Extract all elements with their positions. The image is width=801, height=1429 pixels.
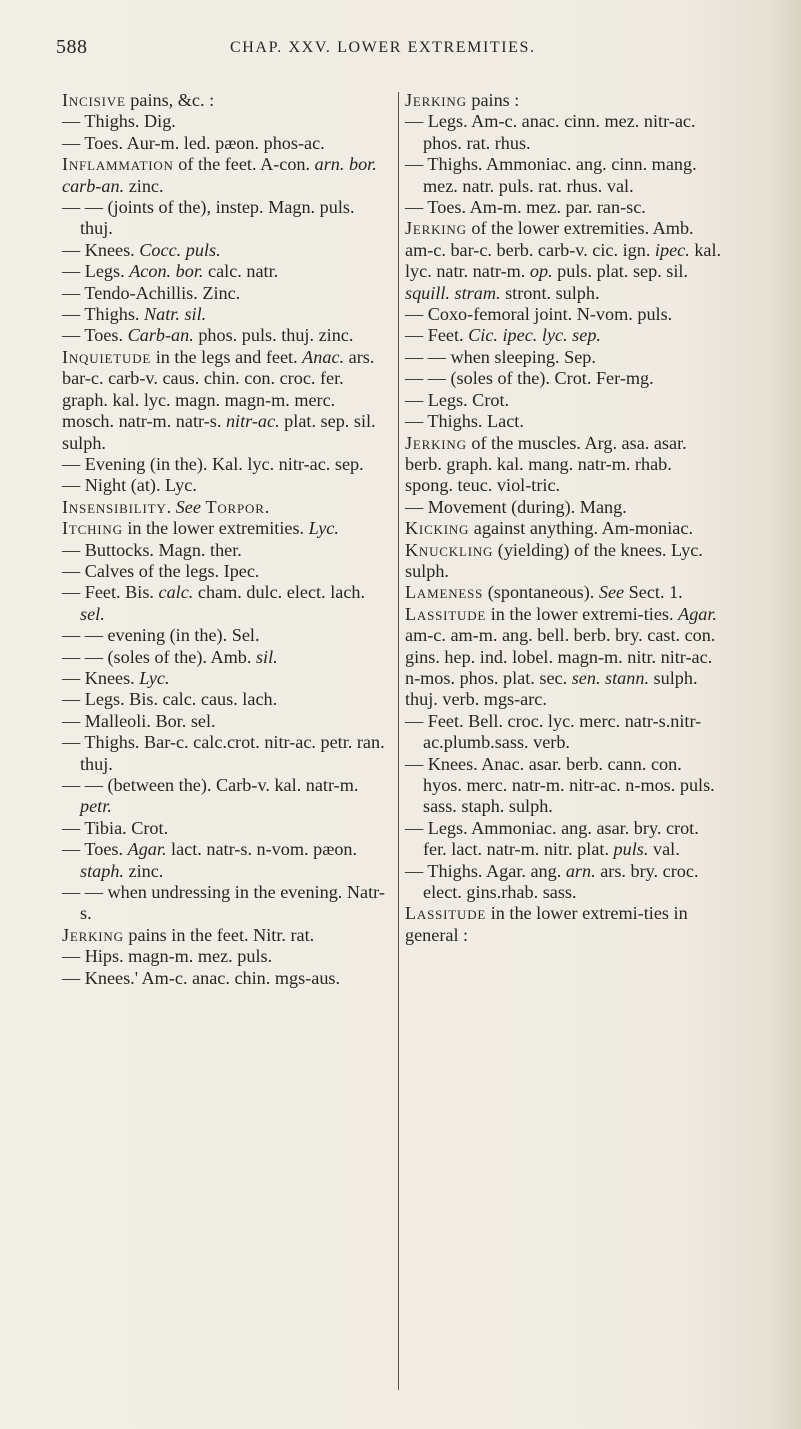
entry-heading: Lameness bbox=[405, 582, 484, 603]
entry-text: — Legs. Bis. calc. caus. lach. bbox=[62, 689, 278, 710]
emphasized-remedy: staph. bbox=[80, 860, 124, 881]
index-subentry bbox=[62, 454, 390, 475]
entry-text: of the feet. A-con. bbox=[173, 154, 315, 175]
entry-text: (yielding) of the knees. Lyc. sulph. bbox=[405, 539, 703, 581]
index-subentry bbox=[62, 325, 390, 346]
index-subentry bbox=[62, 968, 390, 989]
entry-text: in the lower extremities. bbox=[122, 518, 309, 539]
index-subentry bbox=[62, 946, 390, 967]
entry-text: — Movement (during). Mang. bbox=[405, 496, 627, 517]
entry-text: val. bbox=[648, 839, 680, 860]
index-subentry bbox=[405, 411, 723, 432]
entry-text: — Knees. Anac. asar. berb. cann. con. hyos. merc. natr-m. nitr-ac. n-mos. puls. sass. staph. sulph. bbox=[405, 753, 715, 817]
index-subentry bbox=[62, 668, 390, 689]
entry-text: puls. plat. sep. sil. bbox=[552, 261, 689, 282]
entry-text: — Legs. Crot. bbox=[405, 389, 510, 410]
emphasized-remedy: sil. bbox=[255, 646, 278, 667]
entry-text: — Knees. bbox=[62, 239, 140, 260]
running-head: CHAP. XXV. LOWER EXTREMITIES. bbox=[230, 39, 536, 56]
index-subentry bbox=[405, 325, 723, 346]
entry-text: — — (joints of the), instep. Magn. puls. thuj. bbox=[62, 197, 355, 239]
entry-text: — Malleoli. Bor. sel. bbox=[62, 710, 216, 731]
emphasized-remedy: calc. bbox=[158, 582, 194, 603]
index-subentry bbox=[62, 625, 390, 646]
entry-text: Sect. 1. bbox=[624, 582, 683, 603]
index-subentry bbox=[62, 689, 390, 710]
entry-text: phos. puls. thuj. zinc. bbox=[193, 325, 354, 346]
emphasized-remedy: Carb-an. bbox=[127, 325, 194, 346]
entry-text: — Thighs. bbox=[62, 304, 145, 325]
index-subentry bbox=[62, 475, 390, 496]
entry-text: — Toes. bbox=[62, 839, 128, 860]
index-subentry bbox=[62, 197, 390, 240]
index-subentry bbox=[62, 882, 390, 925]
entry-text: — Toes. Aur-m. led. pæon. phos-ac. bbox=[62, 132, 325, 153]
column-divider bbox=[398, 92, 399, 1390]
index-subentry bbox=[405, 754, 723, 818]
entry-text: — Thighs. Ammoniac. ang. cinn. mang. mez. natr. puls. rat. rhus. val. bbox=[405, 154, 697, 196]
left-column bbox=[62, 90, 390, 989]
page-number: 588 bbox=[56, 36, 88, 58]
entry-text: calc. natr. bbox=[203, 261, 279, 282]
index-entry bbox=[62, 154, 390, 197]
entry-text: (spontaneous). bbox=[483, 582, 599, 603]
entry-text: — Thighs. Agar. ang. bbox=[405, 860, 566, 881]
index-subentry bbox=[62, 711, 390, 732]
entry-text: — Legs. Am-c. anac. cinn. mez. nitr-ac. phos. rat. rhus. bbox=[405, 111, 696, 153]
emphasized-remedy: nitr-ac. bbox=[225, 411, 280, 432]
entry-text: — Hips. magn-m. mez. puls. bbox=[62, 946, 273, 967]
index-entry bbox=[62, 518, 390, 539]
index-entry bbox=[405, 903, 723, 946]
entry-text: — — (between the). Carb-v. kal. natr-m. bbox=[62, 775, 359, 795]
index-entry bbox=[405, 604, 723, 711]
entry-text: — Evening (in the). Kal. lyc. nitr-ac. sep. bbox=[62, 453, 364, 474]
emphasized-remedy: Anac. bbox=[302, 346, 345, 367]
emphasized-remedy: See bbox=[175, 496, 201, 517]
emphasized-remedy: Natr. sil. bbox=[144, 304, 207, 325]
index-subentry bbox=[62, 133, 390, 154]
entry-heading: Itching bbox=[62, 518, 123, 539]
entry-text: ars. bry. croc. elect. gins.rhab. sass. bbox=[423, 860, 699, 903]
emphasized-remedy: sel. bbox=[80, 603, 105, 624]
entry-heading: Torpor bbox=[205, 496, 265, 517]
entry-text: sulph. thuj. verb. mgs-arc. bbox=[405, 667, 698, 710]
entry-text: — Feet. Bell. croc. lyc. merc. natr-s.nitr-ac.plumb.sass. verb. bbox=[405, 710, 702, 753]
entry-text: — Knees.' Am-c. anac. chin. mgs-aus. bbox=[62, 967, 341, 988]
entry-heading: Jerking bbox=[405, 90, 467, 110]
emphasized-remedy: Cocc. puls. bbox=[139, 239, 221, 260]
right-column bbox=[405, 90, 723, 946]
emphasized-remedy: squill. stram. bbox=[405, 282, 501, 303]
entry-text: — Night (at). Lyc. bbox=[62, 475, 197, 496]
index-entry bbox=[405, 90, 723, 111]
emphasized-remedy: arn. bbox=[565, 860, 596, 881]
entry-text: — Knees. bbox=[62, 667, 140, 688]
entry-text: in the lower extremi-ties. bbox=[486, 603, 679, 624]
entry-text: . bbox=[264, 496, 270, 517]
index-entry bbox=[405, 540, 723, 583]
index-subentry bbox=[62, 732, 390, 775]
index-entry bbox=[62, 925, 390, 946]
index-subentry bbox=[405, 818, 723, 861]
entry-heading: Inquietude bbox=[62, 346, 152, 367]
index-subentry bbox=[62, 304, 390, 325]
entry-text: . bbox=[166, 496, 176, 517]
index-subentry bbox=[62, 818, 390, 839]
emphasized-remedy: Lyc. bbox=[139, 667, 170, 688]
entry-text: — Legs. Ammoniac. ang. asar. bry. crot. fer. lact. natr-m. nitr. plat. bbox=[405, 817, 699, 860]
entry-heading: Incisive bbox=[62, 90, 126, 110]
emphasized-remedy: puls. bbox=[613, 839, 649, 860]
emphasized-remedy: See bbox=[598, 582, 625, 603]
entry-heading: Lassitude bbox=[405, 903, 487, 924]
entry-text: in the lower extremi-ties in general : bbox=[405, 903, 688, 945]
entry-text: against anything. Am-moniac. bbox=[469, 518, 693, 539]
emphasized-remedy: op. bbox=[529, 261, 553, 282]
index-subentry bbox=[62, 775, 390, 818]
entry-heading: Knuckling bbox=[405, 539, 494, 560]
entry-text: zinc. bbox=[123, 860, 164, 881]
entry-text: — — evening (in the). Sel. bbox=[62, 625, 260, 646]
entry-heading: Lassitude bbox=[405, 603, 487, 624]
emphasized-remedy: petr. bbox=[80, 796, 112, 817]
index-subentry bbox=[405, 861, 723, 904]
entry-heading: Inflammation bbox=[62, 154, 174, 175]
index-subentry bbox=[405, 347, 723, 368]
entry-text: — Feet. bbox=[405, 325, 469, 346]
index-subentry bbox=[405, 368, 723, 389]
index-subentry bbox=[405, 197, 723, 218]
index-subentry bbox=[405, 390, 723, 411]
emphasized-remedy: Agar. bbox=[127, 839, 167, 860]
entry-text: — Coxo-femoral joint. N-vom. puls. bbox=[405, 304, 673, 325]
entry-text: cham. dulc. elect. lach. bbox=[193, 582, 366, 603]
index-subentry bbox=[62, 283, 390, 304]
entry-text: — — (soles of the). Crot. Fer-mg. bbox=[405, 368, 654, 389]
index-subentry bbox=[405, 154, 723, 197]
emphasized-remedy: Agar. bbox=[678, 603, 717, 624]
entry-text: pains : bbox=[466, 90, 520, 110]
entry-text: plat. sep. sil. sulph. bbox=[62, 411, 376, 453]
index-subentry bbox=[62, 240, 390, 261]
index-entry bbox=[62, 90, 390, 111]
entry-text: in the legs and feet. bbox=[151, 346, 303, 367]
index-subentry bbox=[62, 582, 390, 625]
entry-heading: Jerking bbox=[405, 432, 467, 453]
index-subentry bbox=[405, 497, 723, 518]
entry-text: — Calves of the legs. Ipec. bbox=[62, 560, 260, 581]
emphasized-remedy: Acon. bor. bbox=[129, 261, 204, 282]
entry-text: — — when undressing in the evening. Natr-s. bbox=[62, 882, 385, 924]
entry-text: of the lower extremities. Amb. am-c. bar-c. berb. carb-v. cic. ign. bbox=[405, 218, 694, 260]
index-entry bbox=[405, 218, 723, 304]
emphasized-remedy: arn. bor. carb-an. bbox=[62, 154, 377, 196]
entry-text: zinc. bbox=[124, 175, 164, 196]
entry-text: — Toes. bbox=[62, 325, 128, 346]
index-subentry bbox=[405, 304, 723, 325]
entry-text: pains in the feet. Nitr. rat. bbox=[123, 924, 315, 945]
index-entry bbox=[405, 433, 723, 497]
entry-text: am-c. am-m. ang. bell. berb. bry. cast. con. gins. hep. ind. lobel. magn-m. nitr. nitr-ac. n-mos. phos. plat. sec. bbox=[405, 625, 716, 688]
index-entry bbox=[405, 518, 723, 539]
index-subentry bbox=[62, 561, 390, 582]
entry-text: — Toes. Am-m. mez. par. ran-sc. bbox=[405, 197, 646, 218]
emphasized-remedy: Lyc. bbox=[308, 518, 339, 539]
index-entry bbox=[62, 497, 390, 518]
emphasized-remedy: ipec. bbox=[654, 239, 690, 260]
entry-text: — Thighs. Dig. bbox=[62, 111, 176, 132]
index-entry bbox=[62, 347, 390, 454]
entry-text: — Buttocks. Magn. ther. bbox=[62, 539, 242, 560]
index-subentry bbox=[62, 647, 390, 668]
entry-text: — Legs. bbox=[62, 261, 130, 282]
entry-text: ars. bar-c. carb-v. caus. chin. con. croc. fer. graph. kal. lyc. magn. magn-m. merc. mosch. natr-m. natr-s. bbox=[62, 346, 375, 432]
emphasized-remedy: sen. stann. bbox=[571, 667, 649, 688]
entry-heading: Jerking bbox=[405, 218, 467, 239]
entry-text: stront. sulph. bbox=[500, 282, 600, 303]
entry-text: — — when sleeping. Sep. bbox=[405, 346, 596, 367]
entry-text: — Thighs. Bar-c. calc.crot. nitr-ac. petr. ran. thuj. bbox=[62, 732, 385, 774]
entry-heading: Kicking bbox=[405, 518, 470, 539]
page-header bbox=[56, 36, 681, 66]
entry-text: — Tibia. Crot. bbox=[62, 817, 169, 838]
entry-text: pains, &c. : bbox=[125, 90, 215, 110]
entry-text: — Tendo-Achillis. Zinc. bbox=[62, 282, 241, 303]
emphasized-remedy: Cic. ipec. lyc. sep. bbox=[468, 325, 601, 346]
entry-text: — Thighs. Lact. bbox=[405, 411, 524, 432]
entry-text: lact. natr-s. n-vom. pæon. bbox=[166, 839, 358, 860]
index-subentry bbox=[62, 261, 390, 282]
entry-text: of the muscles. Arg. asa. asar. berb. graph. kal. mang. natr-m. rhab. spong. teuc. viol-tric. bbox=[405, 432, 687, 496]
index-subentry bbox=[405, 711, 723, 754]
entry-heading: Jerking bbox=[62, 924, 124, 945]
index-entry bbox=[405, 582, 723, 603]
index-subentry bbox=[62, 839, 390, 882]
index-subentry bbox=[62, 111, 390, 132]
index-subentry bbox=[62, 540, 390, 561]
entry-text: — Feet. Bis. bbox=[62, 582, 159, 603]
index-subentry bbox=[405, 111, 723, 154]
entry-text: kal. lyc. natr. natr-m. bbox=[405, 239, 722, 282]
entry-text: — — (soles of the). Amb. bbox=[62, 646, 256, 667]
entry-heading: Insensibility bbox=[62, 496, 167, 517]
